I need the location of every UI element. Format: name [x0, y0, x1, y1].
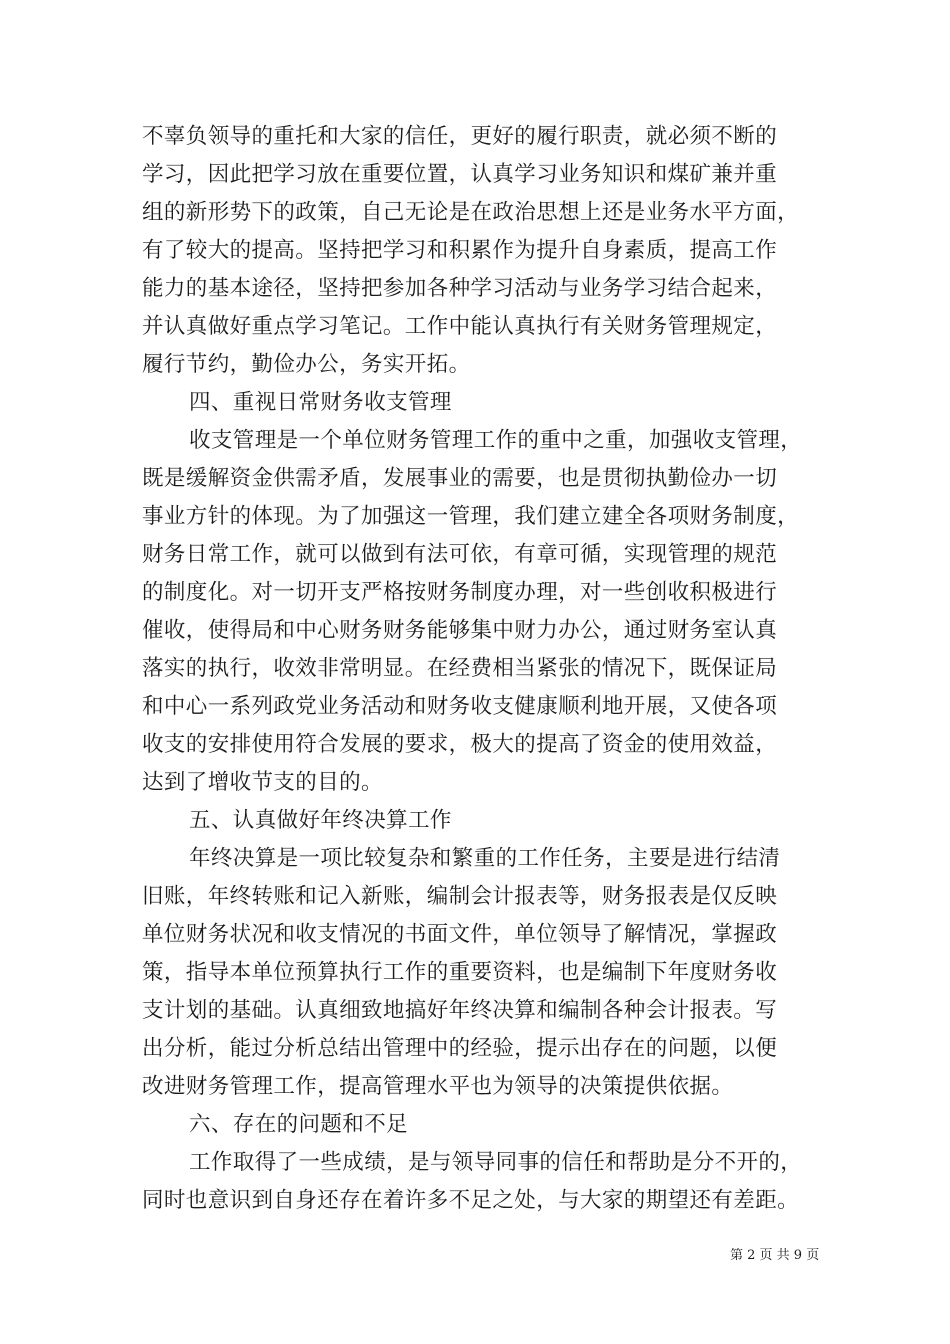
- text-line: 收支的安排使用符合发展的要求，极大的提高了资金的使用效益，: [142, 732, 778, 757]
- page-indicator: 第 2 页 共 9 页: [730, 1248, 820, 1263]
- text-line: 四、重视日常财务收支管理: [189, 390, 452, 415]
- document-body: [142, 118, 822, 1220]
- text-line: 同时也意识到自身还存在着许多不足之处，与大家的期望还有差距。: [142, 1188, 800, 1213]
- text-line: 不辜负领导的重托和大家的信任，更好的履行职责，就必须不断的: [142, 124, 778, 149]
- text-line: 学习，因此把学习放在重要位置，认真学习业务知识和煤矿兼并重: [142, 162, 778, 187]
- text-line: 改进财务管理工作，提高管理水平也为领导的决策提供依据。: [142, 1074, 734, 1099]
- text-line: 和中心一系列政党业务活动和财务收支健康顺利地开展，又使各项: [142, 694, 778, 719]
- text-line: 年终决算是一项比较复杂和繁重的工作任务，主要是进行结清: [189, 846, 781, 871]
- text-line: 策，指导本单位预算执行工作的重要资料，也是编制下年度财务收: [142, 960, 778, 985]
- text-line: 的制度化。对一切开支严格按财务制度办理，对一些创收积极进行: [142, 580, 778, 605]
- text-line: 工作取得了一些成绩，是与领导同事的信任和帮助是分不开的，: [189, 1150, 803, 1175]
- text-line: 组的新形势下的政策，自己无论是在政治思想上还是业务水平方面，: [142, 200, 800, 225]
- text-line: 事业方针的体现。为了加强这一管理，我们建立建全各项财务制度，: [142, 504, 800, 529]
- text-line: 出分析，能过分析总结出管理中的经验，提示出存在的问题，以便: [142, 1036, 778, 1061]
- text-line: 支计划的基础。认真细致地搞好年终决算和编制各种会计报表。写: [142, 998, 778, 1023]
- text-line: 旧账，年终转账和记入新账，编制会计报表等，财务报表是仅反映: [142, 884, 778, 909]
- text-line: 并认真做好重点学习笔记。工作中能认真执行有关财务管理规定，: [142, 314, 778, 339]
- text-line: 财务日常工作，就可以做到有法可依，有章可循，实现管理的规范: [142, 542, 778, 567]
- text-line: 履行节约，勤俭办公，务实开拓。: [142, 352, 471, 377]
- text-line: 有了较大的提高。坚持把学习和积累作为提升自身素质，提高工作: [142, 238, 778, 263]
- text-line: 能力的基本途径，坚持把参加各种学习活动与业务学习结合起来，: [142, 276, 778, 301]
- text-line: 达到了增收节支的目的。: [142, 770, 383, 795]
- text-line: 落实的执行，收效非常明显。在经费相当紧张的情况下，既保证局: [142, 656, 778, 681]
- text-line: 单位财务状况和收支情况的书面文件，单位领导了解情况，掌握政: [142, 922, 778, 947]
- text-line: 催收，使得局和中心财务财务能够集中财力办公，通过财务室认真: [142, 618, 778, 643]
- text-line: 既是缓解资金供需矛盾，发展事业的需要，也是贯彻执勤俭办一切: [142, 466, 778, 491]
- text-line: 六、存在的问题和不足: [189, 1112, 409, 1137]
- text-line: 五、认真做好年终决算工作: [189, 808, 452, 833]
- text-line: 收支管理是一个单位财务管理工作的重中之重，加强收支管理，: [189, 428, 803, 453]
